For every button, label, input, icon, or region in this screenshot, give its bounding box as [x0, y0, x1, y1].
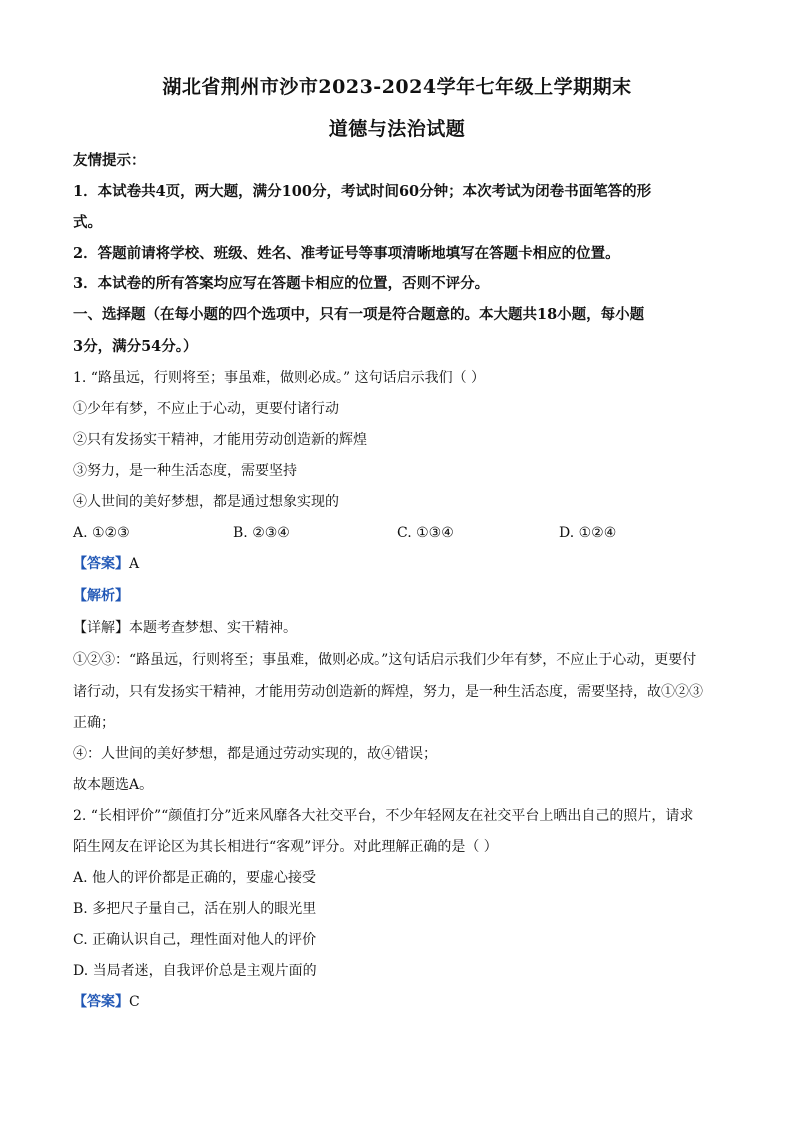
notice-heading: 友情提示：	[73, 152, 146, 169]
q1-statement-4: ④人世间的美好梦想，都是通过想象实现的	[73, 494, 339, 510]
q1-analysis	[73, 586, 129, 606]
q2-stem-cont: 陌生网友在评论区为其长相进行“客观”评分。对此理解正确的是（ ）	[73, 839, 498, 855]
notice-item-1: 1．本试卷共4页，两大题，满分100分，考试时间60分钟；本次考试为闭卷书面笔答的形	[73, 183, 652, 200]
q1-detail	[73, 618, 297, 638]
q2-option-b: B. 多把尺子量自己，活在别人的眼光里	[73, 901, 317, 917]
q1-statement-2: ②只有发扬实干精神，才能用劳动创造新的辉煌	[73, 432, 367, 448]
q1-statement-3: ③努力，是一种生活态度，需要坚持	[73, 463, 297, 479]
q1-choice-d: D. ①②④	[559, 525, 617, 541]
q2-option-c: C. 正确认识自己，理性面对他人的评价	[73, 932, 317, 948]
q1-statement-1: ①少年有梦，不应止于心动，更要付诸行动	[73, 401, 339, 417]
section-heading: 一、选择题（在每小题的四个选项中，只有一项是符合题意的。本大题共18小题，每小题	[73, 306, 645, 323]
q1-choice-b: B. ②③④	[233, 525, 290, 541]
q1-explanation-1-end: 正确；	[73, 715, 115, 731]
q2-stem: 2. “长相评价”“颜值打分”近来风靡各大社交平台，不少年轻网友在社交平台上晒出自己的照片，请求	[73, 808, 694, 824]
detail-text: 本题考查梦想、实干精神。	[129, 620, 297, 636]
q2-answer	[73, 992, 140, 1012]
q1-choice-a: A. ①②③	[73, 525, 130, 541]
exam-title: 湖北省荆州市沙市2023-2024学年七年级上学期期末	[162, 76, 632, 98]
answer-value: C	[129, 994, 140, 1010]
notice-item-2: 2．答题前请将学校、班级、姓名、准考证号等事项清晰地填写在答题卡相应的位置。	[73, 245, 620, 262]
answer-tag: 【答案】	[73, 994, 129, 1010]
detail-tag: 【详解】	[73, 620, 129, 636]
notice-item-3: 3．本试卷的所有答案均应写在答题卡相应的位置，否则不评分。	[73, 275, 490, 292]
notice-item-1-cont: 式。	[73, 214, 102, 231]
q1-explanation-1-cont: 诸行动，只有发扬实干精神，才能用劳动创造新的辉煌，努力，是一种生活态度，需要坚持，故①②③	[73, 684, 703, 700]
q1-explanation-1: ①②③：“路虽远，行则将至；事虽难，做则必成。”这句话启示我们少年有梦，不应止于心动，更要付	[73, 652, 697, 668]
q2-option-d: D. 当局者迷，自我评价总是主观片面的	[73, 963, 317, 979]
answer-value: A	[129, 556, 140, 572]
q1-answer	[73, 554, 139, 574]
exam-subtitle: 道德与法治试题	[328, 118, 466, 140]
analysis-tag: 【解析】	[73, 588, 129, 604]
q1-stem: 1. “路虽远，行则将至；事虽难，做则必成。” 这句话启示我们（ ）	[73, 370, 486, 386]
q1-conclusion: 故本题选A。	[73, 777, 154, 793]
q1-choice-c: C. ①③④	[397, 525, 454, 541]
answer-tag: 【答案】	[73, 556, 129, 572]
q1-explanation-2: ④：人世间的美好梦想，都是通过劳动实现的，故④错误；	[73, 746, 437, 762]
q2-option-a: A. 他人的评价都是正确的，要虚心接受	[73, 870, 317, 886]
section-heading-cont: 3分，满分54分。）	[73, 338, 198, 355]
